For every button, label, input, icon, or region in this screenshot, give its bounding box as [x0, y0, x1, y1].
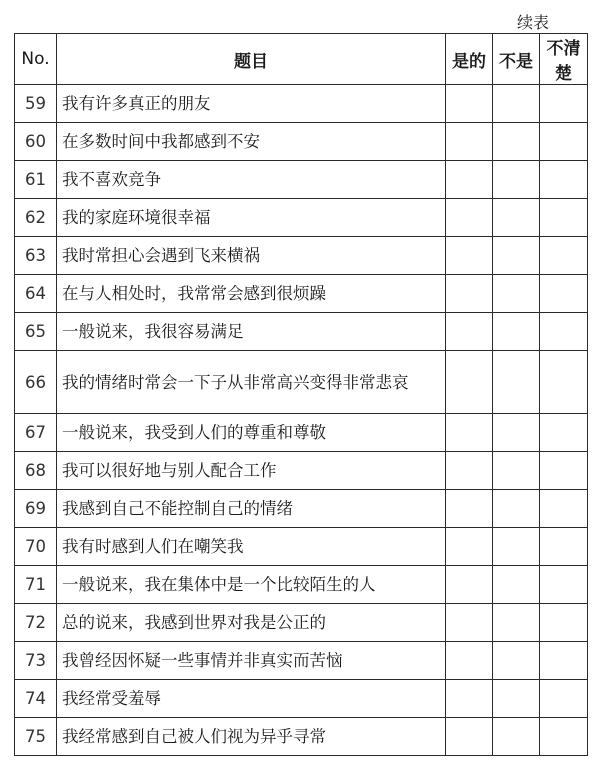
answer-no-cell[interactable] — [493, 237, 540, 275]
answer-unsure-cell[interactable] — [540, 351, 588, 414]
answer-no-cell[interactable] — [493, 528, 540, 566]
row-number: 62 — [15, 199, 57, 237]
answer-yes-cell[interactable] — [446, 414, 493, 452]
table-row — [15, 199, 588, 237]
row-item-text: 我不喜欢竞争 — [57, 161, 446, 199]
header-yes: 是的 — [446, 34, 493, 85]
answer-no-cell[interactable] — [493, 604, 540, 642]
answer-no-cell[interactable] — [493, 275, 540, 313]
row-item-text: 我的情绪时常会一下子从非常高兴变得非常悲哀 — [57, 351, 446, 414]
row-number: 60 — [15, 123, 57, 161]
continued-label: 续表 — [517, 13, 550, 32]
table-row — [15, 275, 588, 313]
table-row — [15, 490, 588, 528]
answer-yes-cell[interactable] — [446, 490, 493, 528]
header-item: 题目 — [57, 34, 446, 85]
answer-unsure-cell[interactable] — [540, 123, 588, 161]
row-number: 63 — [15, 237, 57, 275]
row-number: 68 — [15, 452, 57, 490]
answer-yes-cell[interactable] — [446, 528, 493, 566]
row-number: 72 — [15, 604, 57, 642]
table-row — [15, 313, 588, 351]
answer-yes-cell[interactable] — [446, 566, 493, 604]
row-item-text: 我可以很好地与别人配合工作 — [57, 452, 446, 490]
answer-no-cell[interactable] — [493, 718, 540, 756]
table-row — [15, 604, 588, 642]
answer-no-cell[interactable] — [493, 199, 540, 237]
row-item-text: 一般说来，我受到人们的尊重和尊敬 — [57, 414, 446, 452]
table-row — [15, 528, 588, 566]
table-row — [15, 123, 588, 161]
answer-yes-cell[interactable] — [446, 123, 493, 161]
row-item-text: 总的说来，我感到世界对我是公正的 — [57, 604, 446, 642]
table-row — [15, 161, 588, 199]
answer-unsure-cell[interactable] — [540, 604, 588, 642]
row-number: 75 — [15, 718, 57, 756]
row-number: 70 — [15, 528, 57, 566]
row-item-text: 在与人相处时，我常常会感到很烦躁 — [57, 275, 446, 313]
answer-no-cell[interactable] — [493, 123, 540, 161]
row-item-text: 我经常受羞辱 — [57, 680, 446, 718]
answer-unsure-cell[interactable] — [540, 161, 588, 199]
answer-no-cell[interactable] — [493, 680, 540, 718]
table-row — [15, 237, 588, 275]
answer-yes-cell[interactable] — [446, 642, 493, 680]
answer-unsure-cell[interactable] — [540, 414, 588, 452]
answer-yes-cell[interactable] — [446, 161, 493, 199]
row-item-text: 我有许多真正的朋友 — [57, 85, 446, 123]
row-number: 65 — [15, 313, 57, 351]
answer-yes-cell[interactable] — [446, 199, 493, 237]
answer-unsure-cell[interactable] — [540, 85, 588, 123]
answer-unsure-cell[interactable] — [540, 680, 588, 718]
answer-no-cell[interactable] — [493, 85, 540, 123]
answer-yes-cell[interactable] — [446, 85, 493, 123]
table-row — [15, 414, 588, 452]
row-number: 67 — [15, 414, 57, 452]
row-item-text: 我曾经因怀疑一些事情并非真实而苦恼 — [57, 642, 446, 680]
row-number: 69 — [15, 490, 57, 528]
answer-unsure-cell[interactable] — [540, 528, 588, 566]
answer-no-cell[interactable] — [493, 351, 540, 414]
answer-no-cell[interactable] — [493, 452, 540, 490]
answer-unsure-cell[interactable] — [540, 718, 588, 756]
row-item-text: 我经常感到自己被人们视为异乎寻常 — [57, 718, 446, 756]
table-row — [15, 718, 588, 756]
row-number: 61 — [15, 161, 57, 199]
row-number: 73 — [15, 642, 57, 680]
table-row — [15, 351, 588, 414]
table-row — [15, 566, 588, 604]
table-row — [15, 680, 588, 718]
answer-yes-cell[interactable] — [446, 452, 493, 490]
answer-yes-cell[interactable] — [446, 351, 493, 414]
answer-unsure-cell[interactable] — [540, 237, 588, 275]
row-item-text: 我有时感到人们在嘲笑我 — [57, 528, 446, 566]
row-item-text: 我感到自己不能控制自己的情绪 — [57, 490, 446, 528]
answer-no-cell[interactable] — [493, 566, 540, 604]
answer-no-cell[interactable] — [493, 642, 540, 680]
answer-no-cell[interactable] — [493, 313, 540, 351]
answer-yes-cell[interactable] — [446, 237, 493, 275]
answer-yes-cell[interactable] — [446, 604, 493, 642]
row-item-text: 我时常担心会遇到飞来横祸 — [57, 237, 446, 275]
header-row — [15, 34, 588, 85]
row-item-text: 在多数时间中我都感到不安 — [57, 123, 446, 161]
header-no-answer: 不是 — [493, 34, 540, 85]
row-item-text: 一般说来，我在集体中是一个比较陌生的人 — [57, 566, 446, 604]
answer-no-cell[interactable] — [493, 161, 540, 199]
row-number: 71 — [15, 566, 57, 604]
answer-unsure-cell[interactable] — [540, 566, 588, 604]
answer-yes-cell[interactable] — [446, 718, 493, 756]
row-number: 74 — [15, 680, 57, 718]
header-no: No. — [15, 34, 57, 85]
answer-unsure-cell[interactable] — [540, 490, 588, 528]
answer-unsure-cell[interactable] — [540, 452, 588, 490]
answer-unsure-cell[interactable] — [540, 199, 588, 237]
table-row — [15, 452, 588, 490]
row-number: 64 — [15, 275, 57, 313]
answer-yes-cell[interactable] — [446, 275, 493, 313]
questionnaire-table — [14, 33, 588, 756]
row-item-text: 一般说来，我很容易满足 — [57, 313, 446, 351]
answer-yes-cell[interactable] — [446, 313, 493, 351]
answer-unsure-cell[interactable] — [540, 313, 588, 351]
answer-unsure-cell[interactable] — [540, 642, 588, 680]
row-item-text: 我的家庭环境很幸福 — [57, 199, 446, 237]
table-row — [15, 642, 588, 680]
row-number: 66 — [15, 351, 57, 414]
table-row — [15, 85, 588, 123]
answer-yes-cell[interactable] — [446, 680, 493, 718]
answer-unsure-cell[interactable] — [540, 275, 588, 313]
row-number: 59 — [15, 85, 57, 123]
answer-no-cell[interactable] — [493, 414, 540, 452]
header-unsure: 不清楚 — [540, 34, 588, 85]
answer-no-cell[interactable] — [493, 490, 540, 528]
